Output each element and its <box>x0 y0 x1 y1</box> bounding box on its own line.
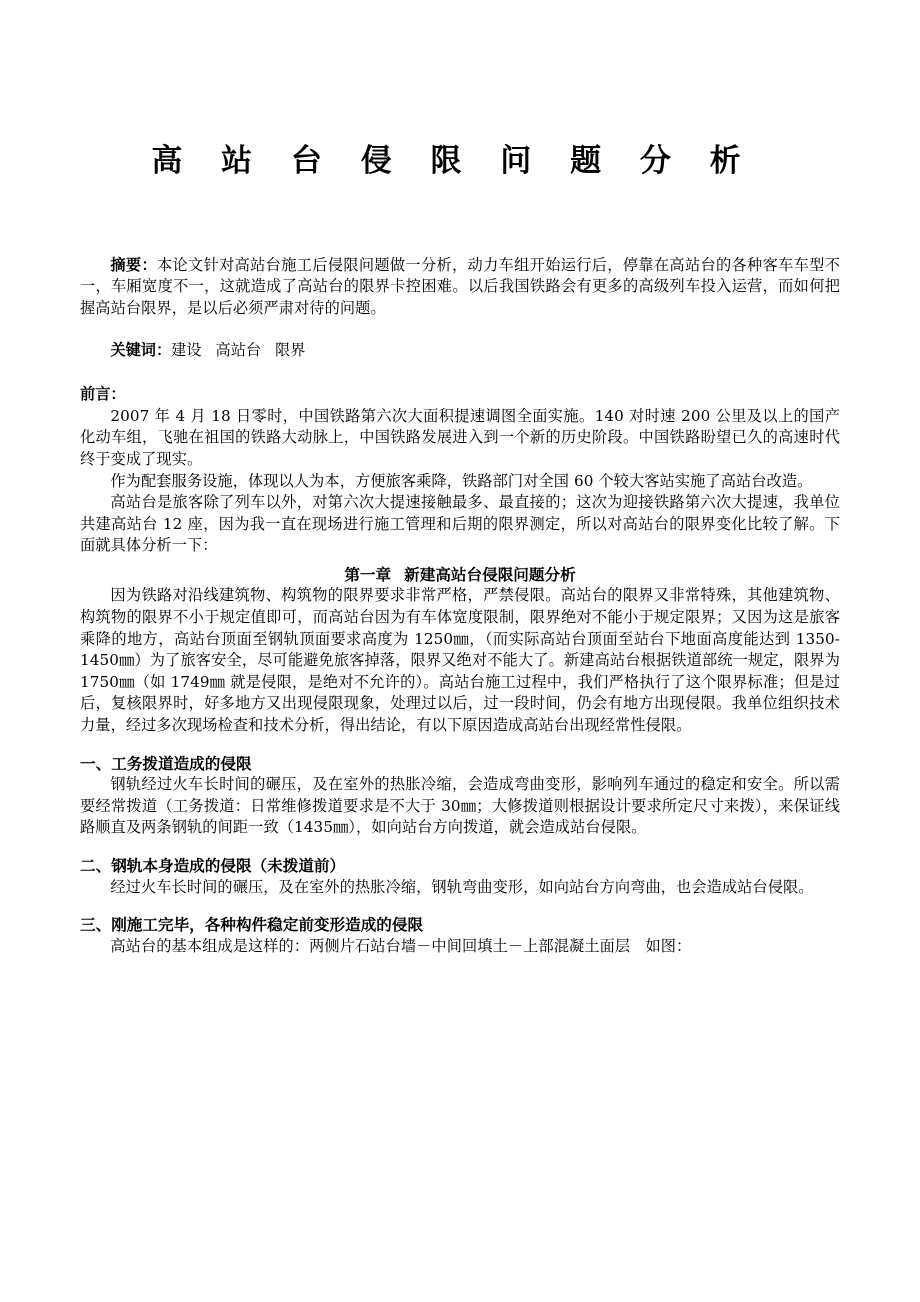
section-heading-1: 一、工务拨道造成的侵限 <box>80 753 252 773</box>
keywords-label: 关键词： <box>110 340 172 359</box>
chapter-paragraph-0: 因为铁路对沿线建筑物、构筑物的限界要求非常严格，严禁侵限。高站台的限界又非常特殊，其他建筑物、构筑物的限界不小于规定值即可，而高站台因为有车体宽度限制，限界绝对不能小于规定限界；又因为这是旅客乘降的地方，高站台顶面至钢轨顶面要求高度为 1250㎜，（而实际高站台顶面至站台下地面高度能达到 1350-1450㎜）为了旅客安全，尽可能避免旅客掉落，限界又绝对不能大了。新建高站台根据铁道部统一规定，限界为 1750㎜（如 1749㎜ 就是侵限，是绝对不允许的）。高站台施工过程中，我们严格执行了这个限界标准；但是过后，复核限界时，好多地方又出现侵限现象，处理过以后，过一段时间，仍会有地方出现侵限。我单位组织技术力量，经过多次现场检查和技术分析，得出结论，有以下原因造成高站台出现经常性侵限。 <box>80 586 840 735</box>
section-heading-2: 二、钢轨本身造成的侵限（未拨道前） <box>80 856 346 875</box>
chapter-title: 新建高站台侵限问题分析 <box>404 564 576 584</box>
section-1-paragraph-0: 钢轨经过火车长时间的碾压，及在室外的热胀冷缩，会造成弯曲变形，影响列车通过的稳定和安全。所以需要经常拨道（工务拨道：日常维修拨道要求是不大于 30㎜；大修拨道则根据设计要求所定尺寸来拨），来保证线路顺直及两条钢轨的间距一致（1435㎜），如向站台方向拨道，就会造成站台侵限。 <box>80 775 840 837</box>
chapter-number: 第一章 <box>344 564 392 584</box>
page-title: 高 站 台 侵 限 问 题 分 析 <box>151 143 755 179</box>
keywords-block <box>80 340 840 362</box>
preface-paragraph-0: 2007 年 4 月 18 日零时，中国铁路第六次大面积提速调图全面实施。140 对时速 200 公里及以上的国产化动车组，飞驰在祖国的铁路大动脉上，中国铁路发展进入到一个新的历史阶段。中国铁路盼望已久的高速时代终于变成了现实。 <box>80 406 840 468</box>
abstract-block <box>80 255 840 320</box>
abstract-paragraph <box>80 255 840 320</box>
abstract-label: 摘要： <box>110 255 157 274</box>
abstract-body: 本论文针对高站台施工后侵限问题做一分析，动力车组开始运行后，停靠在高站台的各种客车车型不一，车厢宽度不一，这就造成了高站台的限界卡控困难。以后我国铁路会有更多的高级列车投入运营，而如何把握高站台限界，是以后必须严肃对待的问题。 <box>80 255 840 317</box>
section-3-paragraph-0: 高站台的基本组成是这样的：两侧片石站台墙－中间回填土－上部混凝土面层 如图： <box>110 936 692 955</box>
chapter-heading <box>80 564 840 586</box>
keyword-item-0: 建设 <box>171 340 202 359</box>
section-heading-3: 三、刚施工完毕，各种构件稳定前变形造成的侵限 <box>80 915 424 935</box>
keyword-item-2: 限界 <box>275 340 306 359</box>
section-2-paragraph-0: 经过火车长时间的碾压，及在室外的热胀冷缩，钢轨弯曲变形，如向站台方向弯曲，也会造成站台侵限。 <box>110 877 814 896</box>
preface-paragraph-2: 高站台是旅客除了列车以外，对第六次大提速接触最多、最直接的；这次为迎接铁路第六次大提速，我单位共建高站台 12 座，因为我一直在现场进行施工管理和后期的限界测定，所以对高站台的限界变化比较了解。下面就具体分析一下： <box>80 493 840 555</box>
preface-label: 前言： <box>80 385 126 404</box>
preface-paragraph-1: 作为配套服务设施，体现以人为本，方便旅客乘降，铁路部门对全国 60 个较大客站实施了高站台改造。 <box>110 471 813 490</box>
keyword-item-1: 高站台 <box>215 340 262 359</box>
